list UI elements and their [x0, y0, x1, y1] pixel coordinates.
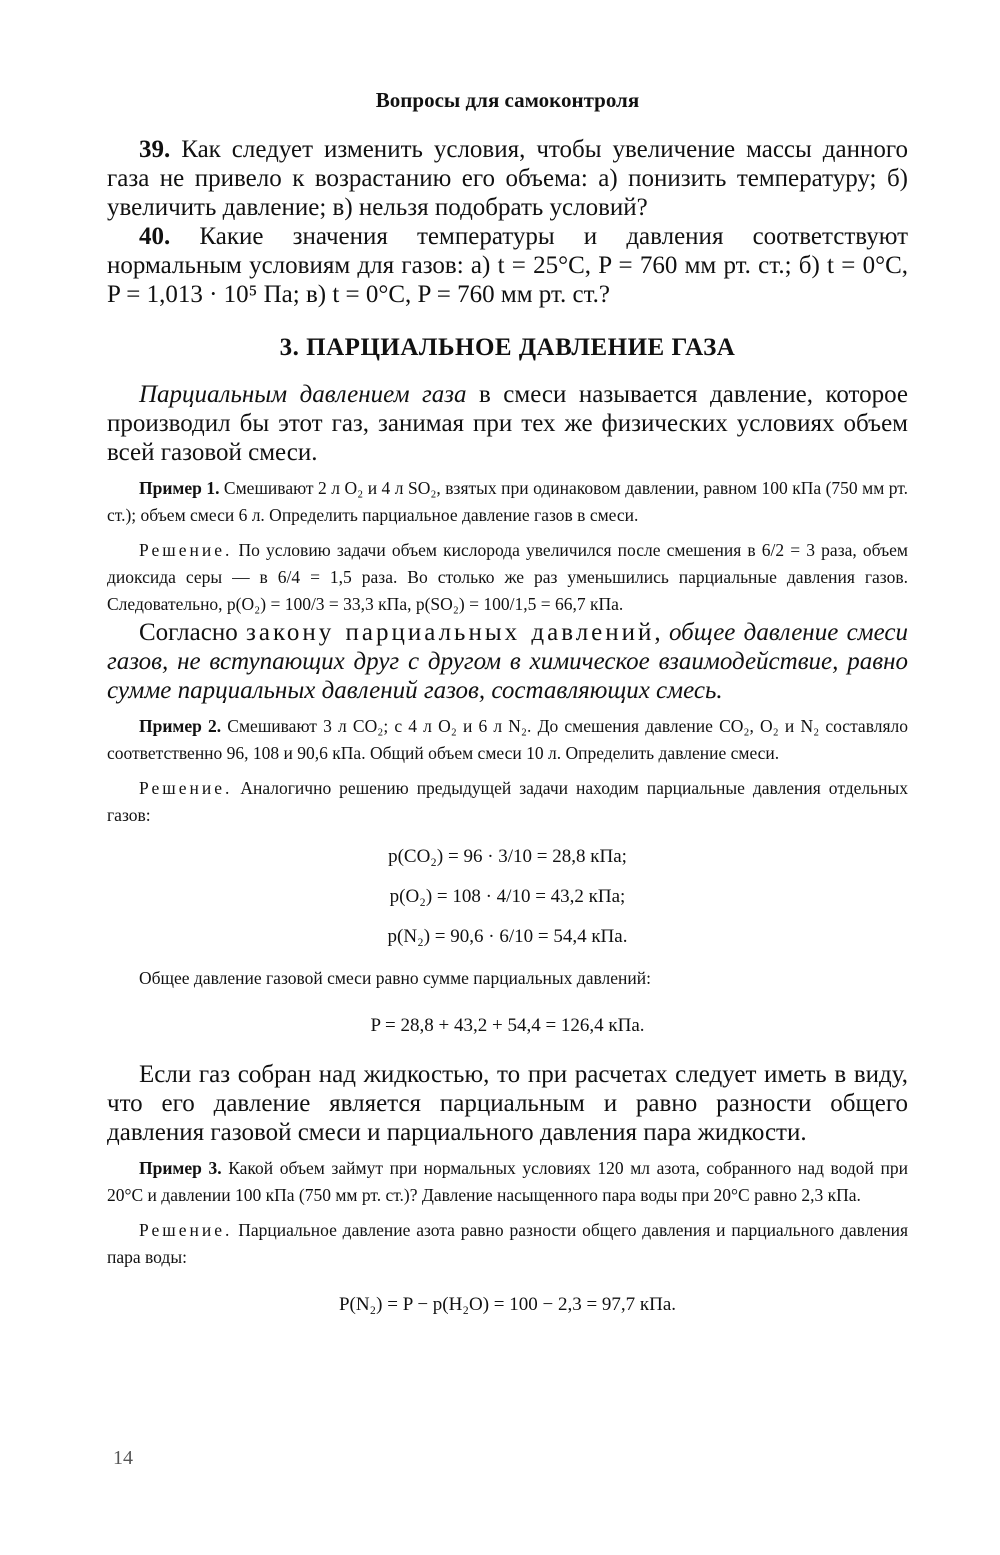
page-content — [107, 88, 908, 1339]
example-3-text: Какой объем займут при нормальных условиях 120 мл азота, собранного над водой при 20°С и давлении 100 кПа (750 мм рт. ст.)? Давление насыщенного пара воды при 20°С равно 2,3 кПа. — [107, 1158, 909, 1205]
liquid-paragraph: Если газ собран над жидкостью, то при расчетах следует иметь в виду, что его давление является парциальным и равно разности общего давления газовой смеси и парциального давления пара жидкости. — [107, 1061, 908, 1146]
example-1-text: Смешивают 2 л O₂ и 4 л SO₂, взятых при одинаковом давлении, равном 100 кПа (750 мм рт. ст.); объем смеси 6 л. Определить парциальное давление газов в смеси. — [107, 478, 908, 525]
section-title: 3. ПАРЦИАЛЬНОЕ ДАВЛЕНИЕ ГАЗА — [279, 334, 736, 361]
equation-o2: p(O₂) = 108 · 4/10 = 43,2 кПа; — [389, 886, 626, 907]
example-2 — [107, 713, 908, 767]
equation-total: P = 28,8 + 43,2 + 54,4 = 126,4 кПа. — [370, 1015, 645, 1036]
question-40-number: 40. — [139, 223, 171, 250]
example-2-total-text: Общее давление газовой смеси равно сумме парциальных давлений: — [139, 968, 651, 988]
question-40-text: Какие значения температуры и давления соответствуют нормальным условиям для газов: а) t = 25°С, P = 760 мм рт. ст.; б) t = 0°С, P = 1,013 · 10⁵ Па; в) t = 0°С, P = 760 мм рт. ст.? — [107, 223, 908, 308]
equation-n2: p(N₂) = 90,6 · 6/10 = 54,4 кПа. — [387, 926, 628, 947]
example-2-solution-label: Решение. — [139, 778, 233, 798]
example-2-solution — [107, 775, 908, 829]
law-comma: , — [654, 619, 669, 646]
law-lead: Согласно — [139, 619, 246, 646]
example-3-solution-text: Парциальное давление азота равно разности общего давления и парциального давления пара воды: — [107, 1220, 908, 1267]
example-3-label: Пример 3. — [139, 1158, 222, 1178]
law-name: закону парциальных давлений — [246, 619, 655, 646]
example-2-solution-text: Аналогично решению предыдущей задачи находим парциальные давления отдельных газов: — [107, 778, 908, 825]
question-39 — [107, 135, 908, 222]
example-1-solution — [107, 537, 908, 618]
example-2-label: Пример 2. — [139, 716, 222, 736]
law-paragraph — [107, 618, 908, 705]
question-40 — [107, 222, 908, 309]
question-39-text: Как следует изменить условия, чтобы увеличение массы данного газа не привело к возрастанию его объема: а) понизить температуру; б) увеличить давление; в) нельзя подобрать условий? — [107, 136, 908, 221]
example-3 — [107, 1155, 908, 1209]
example-3-solution — [107, 1217, 908, 1271]
example-2-text: Смешивают 3 л CO₂; с 4 л O₂ и 6 л N₂. До смешения давление CO₂, O₂ и N₂ составляло соответственно 96, 108 и 90,6 кПа. Общий объем смеси 10 л. Определить давление смеси. — [107, 716, 908, 763]
example-1-label: Пример 1. — [139, 478, 220, 498]
law-statement: общее давление смеси газов, не вступающих друг с другом в химическое взаимодействие, равно сумме парциальных давлений газов, составляющих смесь. — [107, 619, 908, 704]
example-2-equations — [107, 837, 908, 957]
equation-n2-partial: P(N₂) = P − p(H₂O) = 100 − 2,3 = 97,7 кПа. — [338, 1294, 677, 1315]
example-1-solution-text: По условию задачи объем кислорода увеличился после смешения в 6/2 = 3 раза, объем диоксида серы — в 6/4 = 1,5 раза. Во столько же раз уменьшились парциальные давления газов. Следовательно, p(O₂) = 100/3 = 33,3 кПа, p(SO₂) = 100/1,5 = 66,7 кПа. — [107, 540, 908, 614]
definition-term: Парциальным давлением газа — [139, 381, 467, 408]
example-1 — [107, 475, 908, 529]
definition-paragraph — [107, 380, 908, 467]
equation-co2: p(CO₂) = 96 · 3/10 = 28,8 кПа; — [388, 846, 627, 867]
selfcheck-title: Вопросы для самоконтроля — [375, 88, 640, 112]
example-1-solution-label: Решение. — [139, 540, 233, 560]
question-39-number: 39. — [139, 136, 171, 163]
definition-text: в смеси называется давление, которое производил бы этот газ, занимая при тех же физических условиях объем всей газовой смеси. — [107, 381, 908, 466]
page-number: 14 — [113, 1447, 133, 1469]
example-3-solution-label: Решение. — [139, 1220, 233, 1240]
